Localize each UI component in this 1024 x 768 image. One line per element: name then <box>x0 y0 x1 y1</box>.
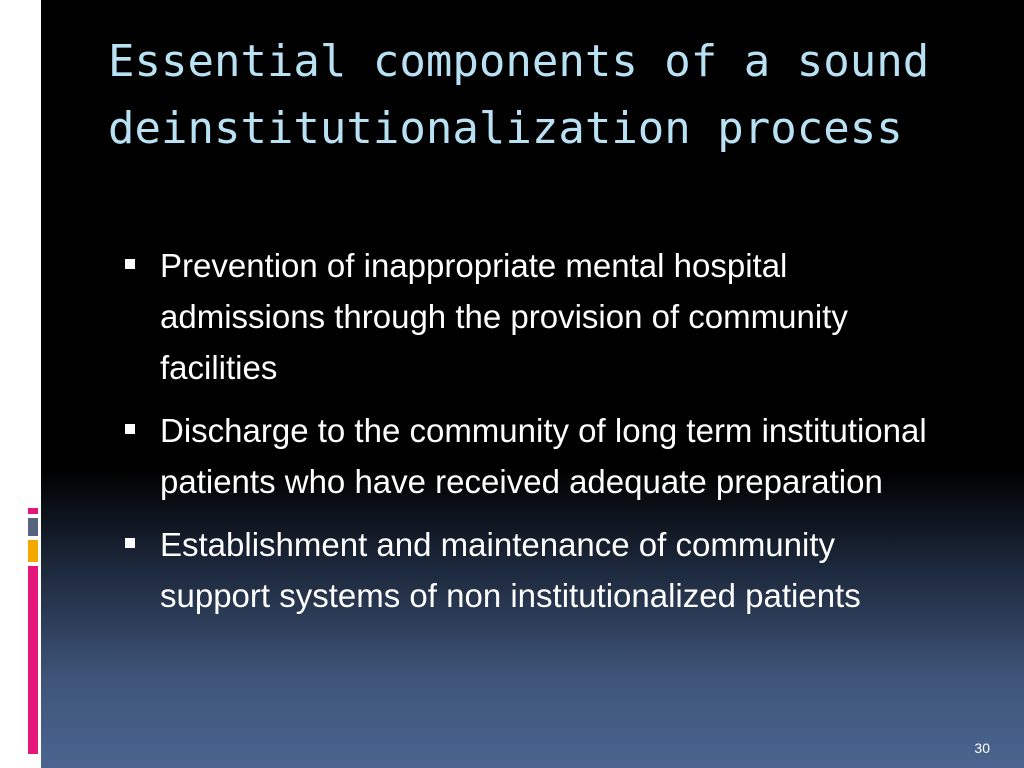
bullet-item <box>122 519 942 621</box>
page-number: 30 <box>974 740 990 756</box>
square-bullet-icon <box>125 424 135 434</box>
bullet-item <box>122 240 942 393</box>
square-bullet-icon <box>125 538 135 548</box>
decor-bar-pink <box>28 566 38 754</box>
bullet-item <box>122 405 942 507</box>
bullet-text: Prevention of inappropriate mental hospital admissions through the provision of community facilities <box>160 247 848 386</box>
bullet-text: Discharge to the community of long term institutional patients who have received adequate preparation <box>160 412 927 500</box>
left-decoration-bar <box>0 0 41 768</box>
decor-block-pink-top <box>28 508 38 514</box>
decor-block-gray <box>28 518 38 536</box>
bullet-list <box>122 240 942 633</box>
decor-stripe <box>18 0 22 120</box>
bullet-text: Establishment and maintenance of community support systems of non institutionalized patients <box>160 526 861 614</box>
decor-block-orange <box>28 540 38 562</box>
slide-title: Essential components of a sound deinstitutionalization process <box>108 36 930 154</box>
square-bullet-icon <box>125 259 135 269</box>
